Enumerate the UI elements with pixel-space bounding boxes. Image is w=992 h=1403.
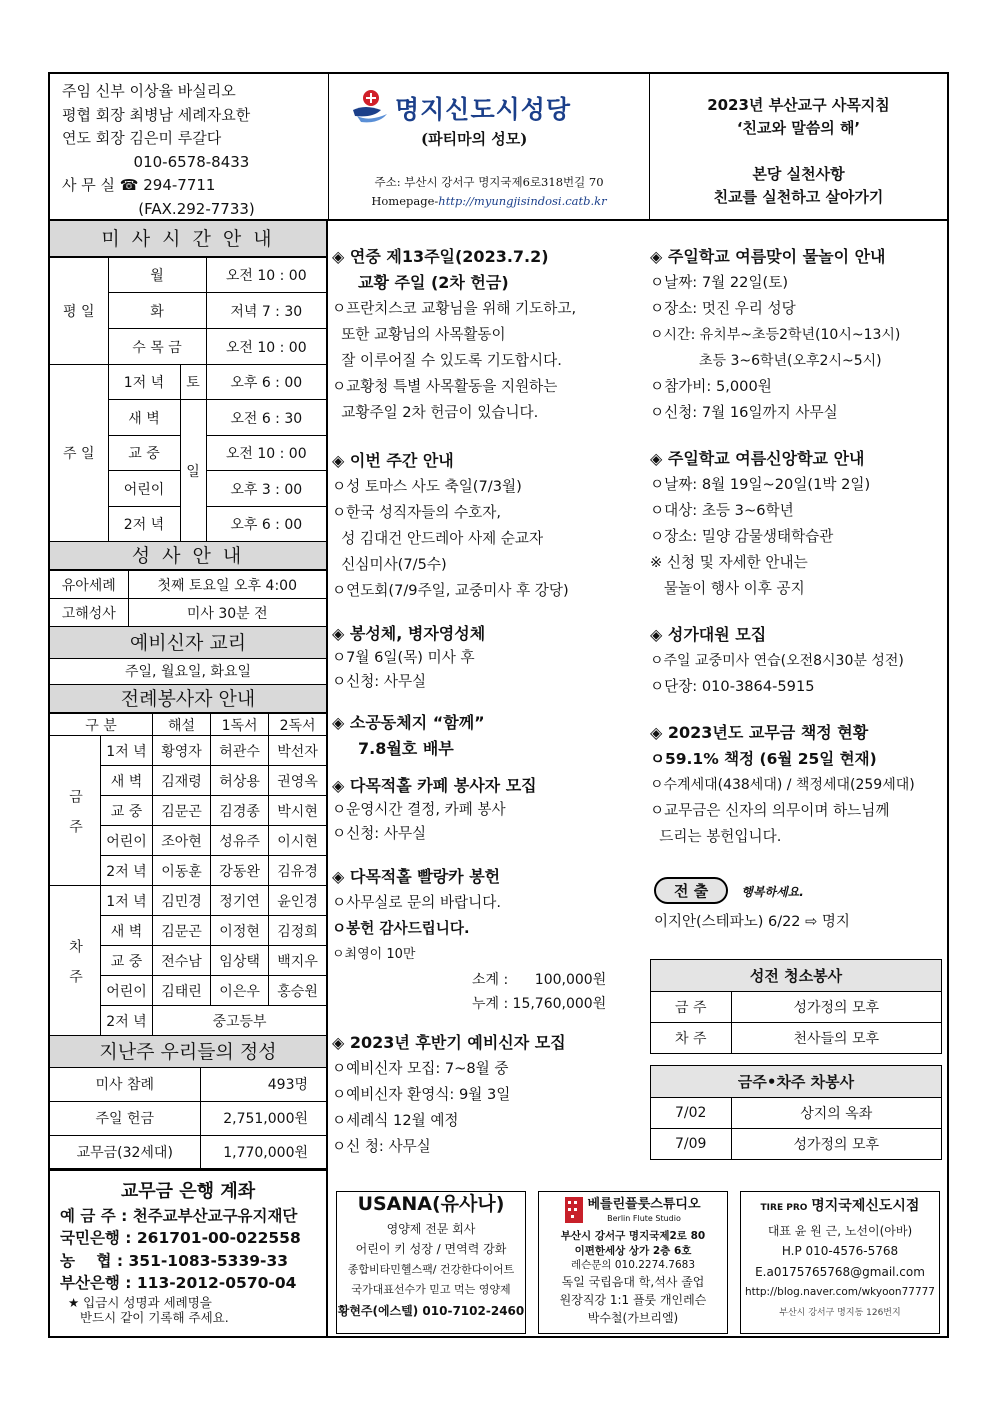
- offering-label: 미사 참례: [50, 1068, 200, 1101]
- ad-line: 국가대표선수가 믿고 먹는 영양제: [351, 1283, 511, 1296]
- saturday-char: 토: [180, 365, 206, 400]
- mass-day: 1저 녁: [108, 365, 180, 400]
- ad-link[interactable]: http://blog.naver.com/wkyoon77777: [744, 1286, 935, 1298]
- mass-day: 월: [108, 258, 206, 293]
- subtotal-row: [332, 968, 632, 992]
- bulletin-frame: [48, 72, 949, 1338]
- staff-info: [62, 80, 255, 221]
- liturgy-cell: 권영옥: [269, 766, 326, 796]
- bank-title: 교무금 은행 계좌: [120, 1180, 256, 1202]
- cleaning-group: 성가정의 모후: [731, 991, 941, 1022]
- offering-label: 교무금(32세대): [50, 1135, 200, 1168]
- section-water-play: [650, 244, 946, 426]
- col-header: 2독서: [269, 714, 326, 736]
- tea-title: 금주•차주 차봉사: [651, 1066, 941, 1097]
- transfer-badge: 전 출: [654, 877, 728, 904]
- bank-line: 농 협 : 351-1083-5339-33: [60, 1251, 289, 1270]
- sacrament-heading: 성 사 안 내: [50, 542, 326, 570]
- homepage-line: [329, 194, 649, 208]
- cleaning-box: [650, 959, 942, 1054]
- guideline-line: 2023년 부산교구 사목지침: [707, 96, 890, 114]
- sacrament-table: [50, 570, 326, 627]
- section-line: 초등 3~6학년(오후2시~5시): [650, 353, 882, 369]
- staff-line: 평협 회장 최병남 세례자요한: [62, 105, 251, 124]
- blessing-text: 행복하세요.: [741, 885, 804, 899]
- ad-line: H.P 010-4576-5768: [781, 1244, 899, 1258]
- ad-subtitle: Berlin Flute Studio: [607, 1214, 681, 1223]
- section-line: ㅇ장소: 멋진 우리 성당: [650, 300, 796, 317]
- liturgy-cell: 백지우: [269, 946, 326, 976]
- weekday-label: 평 일: [50, 258, 108, 365]
- church-address: 주소: 부산시 강서구 명지국제6로318번길 70: [374, 175, 604, 189]
- cleaning-title: 성전 청소봉사: [651, 960, 941, 991]
- liturgy-cell: 김경종: [211, 796, 269, 826]
- sunday-label: 주 일: [50, 365, 108, 542]
- section-line: ㅇ날짜: 7월 22일(토): [650, 274, 789, 291]
- staff-line: 연도 회장 김은미 루갈다: [62, 129, 222, 147]
- guideline-line: ‘친교와 말씀의 해’: [736, 119, 861, 137]
- cleaning-week: 금 주: [651, 991, 731, 1022]
- section-line: ㅇ단장: 010-3864-5915: [650, 678, 815, 695]
- section-line: ㅇ날짜: 8월 19일~20일(1박 2일): [650, 476, 871, 493]
- section-line: ㅇ프란치스코 교황님을 위해 기도하고,: [332, 300, 577, 317]
- homepage-label: Homepage-: [371, 194, 439, 208]
- mass-day: 교 중: [108, 436, 180, 471]
- catechumen-days: 주일, 월요일, 화요일: [50, 659, 326, 685]
- left-column: [50, 221, 328, 1336]
- tea-group: 성가정의 모후: [731, 1128, 941, 1159]
- section-catechumen-recruit: [332, 1030, 632, 1160]
- section-title: ◈ 성가대원 모집: [650, 625, 767, 644]
- section-line: 잘 이루어질 수 있도록 기도합시다.: [332, 352, 562, 369]
- liturgy-cell: 전수남: [153, 946, 211, 976]
- liturgy-cell: 어린이: [101, 826, 153, 856]
- ad-line: 어린이 키 성장 / 면역력 강화: [355, 1242, 507, 1256]
- liturgy-cell: 어린이: [101, 976, 153, 1006]
- this-week-label: 금 주: [50, 736, 101, 886]
- ad-line: 종합비타민헬스팩/ 건강한다이어트: [347, 1262, 515, 1276]
- section-line: ㅇ교황청 특별 사목활동을 지원하는: [332, 378, 558, 395]
- ad-line: 원장직강 1:1 플룻 개인레슨: [559, 1293, 707, 1307]
- section-weekly: [332, 448, 632, 604]
- guideline-line: 친교를 실천하고 살아가기: [713, 188, 884, 206]
- ad-line: 부산시 강서구 명지국제2로 80: [560, 1230, 706, 1242]
- liturgy-cell: 황영자: [153, 736, 211, 766]
- subtotal-label: 소계 :: [472, 972, 509, 988]
- liturgy-cell: 교 중: [101, 796, 153, 826]
- sacrament-time: 첫째 토요일 오후 4:00: [128, 571, 326, 599]
- section-line: ㅇ시간: 유치부~초등2학년(10시~13시): [650, 327, 901, 343]
- mass-time: 오후 6 : 00: [206, 507, 326, 542]
- mass-day: 화: [108, 293, 206, 329]
- bank-line: 예 금 주 : 천주교부산교구유지재단: [60, 1206, 298, 1225]
- section-line: ㅇ예비신자 모집: 7~8월 중: [332, 1060, 509, 1077]
- section-line: ㅇ7월 6일(목) 미사 후: [332, 649, 475, 666]
- transfer-text: 이지안(스테파노) 6/22 ⇨ 명지: [654, 914, 850, 930]
- liturgy-cell: 중고등부: [153, 1006, 327, 1036]
- col-header: 구 분: [50, 714, 153, 736]
- offering-heading: 지난주 우리들의 정성: [50, 1036, 326, 1068]
- tea-date: 7/02: [651, 1097, 731, 1128]
- mass-day: 어린이: [108, 471, 180, 507]
- section-choir: [650, 622, 946, 700]
- section-title: ◈ 2023년 후반기 예비신자 모집: [332, 1033, 566, 1052]
- sacrament-name: 유아세례: [50, 571, 128, 599]
- section-line: 성 김대건 안드레아 사제 순교자: [332, 530, 544, 547]
- section-title: ◈ 2023년도 교무금 책정 현황: [650, 723, 869, 742]
- liturgy-cell: 교 중: [101, 946, 153, 976]
- col-header: 1독서: [211, 714, 269, 736]
- section-line: ㅇ신 청: 사무실: [332, 1138, 431, 1155]
- section-line: ㅇ주일 교중미사 연습(오전8시30분 성전): [650, 653, 904, 669]
- section-line: ㅇ사무실로 문의 바랍니다.: [332, 894, 501, 911]
- liturgy-cell: 김민경: [153, 886, 211, 916]
- offering-label: 주일 헌금: [50, 1101, 200, 1135]
- section-line: ㅇ최영이 10만: [332, 947, 416, 962]
- header: [50, 74, 947, 221]
- section-title: ◈ 소공동체지 “함께”: [332, 713, 485, 732]
- church-name: 명지신도시성당: [395, 95, 572, 124]
- staff-line: 사 무 실 ☎ 294-7711: [62, 176, 216, 194]
- col-header: 해설: [153, 714, 211, 736]
- section-line: 신심미사(7/5수): [332, 556, 447, 573]
- ad-title: 명지국제신도시점: [811, 1198, 920, 1214]
- liturgy-cell: 2저 녁: [101, 1006, 153, 1036]
- mass-time: 저녁 7 : 30: [206, 293, 326, 329]
- section-line: ㅇ신청: 사무실: [332, 673, 427, 690]
- liturgy-cell: 새 벽: [101, 916, 153, 946]
- mass-time: 오전 6 : 30: [206, 400, 326, 436]
- cleaning-group: 천사들의 모후: [731, 1022, 941, 1053]
- ad-line: 레슨문의 010.2274.7683: [570, 1259, 696, 1271]
- ad-title: USANA(유사나): [357, 1193, 505, 1215]
- ad-line: 이편한세상 상가 2층 6호: [574, 1245, 692, 1257]
- section-line: ㅇ성 토마스 사도 축일(7/3월): [332, 478, 522, 495]
- liturgy-cell: 김재령: [153, 766, 211, 796]
- liturgy-cell: 이시현: [269, 826, 326, 856]
- staff-line: 010-6578-8433: [62, 152, 250, 171]
- liturgy-cell: 조아현: [153, 826, 211, 856]
- section-line: 물놀이 행사 이후 공지: [650, 580, 805, 597]
- mass-time: 오전 10 : 00: [206, 329, 326, 365]
- section-line: ㅇ예비신자 환영식: 9월 3일: [332, 1086, 511, 1103]
- section-line: ㅇ장소: 밀양 감물생태학습관: [650, 528, 834, 545]
- mass-day: 수 목 금: [108, 329, 206, 365]
- liturgy-cell: 허관수: [211, 736, 269, 766]
- tea-table: [651, 1066, 941, 1159]
- mass-time: 오전 10 : 00: [206, 258, 326, 293]
- mass-times-heading: 미 사 시 간 안 내: [50, 221, 326, 257]
- liturgy-cell: 허상용: [211, 766, 269, 796]
- ad-line: E.a0175765768@gmail.com: [755, 1264, 925, 1279]
- staff-line: (FAX.292-7733): [62, 199, 255, 218]
- section-line: ㅇ연도회(7/9주일, 교중미사 후 강당): [332, 582, 569, 599]
- ad-usana: [336, 1191, 526, 1334]
- church-subtitle: (파티마의 성모): [421, 130, 528, 148]
- liturgy-cell: 1저 녁: [101, 886, 153, 916]
- sacrament-time: 미사 30분 전: [128, 599, 326, 627]
- cleaning-table: [651, 960, 941, 1053]
- liturgy-cell: 김태린: [153, 976, 211, 1006]
- section-title: 교황 주일 (2차 헌금): [358, 273, 509, 292]
- section-line: ※ 신청 및 자세한 안내는: [650, 554, 808, 571]
- next-week-label: 차 주: [50, 886, 101, 1036]
- bank-line: 부산은행 : 113-2012-0570-04: [60, 1274, 297, 1292]
- section-title: ◈ 다목적홀 빨랑카 봉헌: [332, 867, 501, 886]
- section-line: ㅇ한국 성직자들의 수호자,: [332, 504, 501, 521]
- section-line: ㅇ참가비: 5,000원: [650, 378, 772, 395]
- liturgy-cell: 윤인경: [269, 886, 326, 916]
- catechumen-heading: 예비신자 교리: [50, 627, 326, 659]
- section-line: 또한 교황님의 사목활동이: [332, 326, 506, 343]
- liturgy-cell: 이은우: [211, 976, 269, 1006]
- tea-box: [650, 1065, 942, 1160]
- section-ordinary-sunday: [332, 244, 632, 426]
- mass-day: 새 벽: [108, 400, 180, 436]
- section-cafe: [332, 774, 632, 846]
- guideline-line: 본당 실천사항: [752, 165, 845, 183]
- tea-date: 7/09: [651, 1128, 731, 1159]
- liturgy-table: [50, 713, 326, 1036]
- bank-note: 반드시 같이 기록해 주세요.: [80, 1309, 229, 1325]
- section-newsletter: [332, 710, 632, 762]
- section-title: ◈ 봉성체, 병자영성체: [332, 624, 486, 643]
- liturgy-cell: 정기연: [211, 886, 269, 916]
- section-line: ㅇ대상: 초등 3~6학년: [650, 502, 794, 519]
- section-communion: [332, 622, 632, 694]
- total-label: 누계 :: [472, 996, 509, 1012]
- section-title: ◈ 주일학교 여름맞이 물놀이 안내: [650, 247, 886, 266]
- section-line: 교황주일 2차 헌금이 있습니다.: [332, 404, 539, 421]
- church-title-block: [328, 74, 650, 219]
- section-line: ㅇ운영시간 결정, 카페 봉사: [332, 801, 506, 818]
- ad-line: 독일 국립음대 학,석사 졸업: [561, 1275, 705, 1289]
- ad-flute-studio: [538, 1191, 728, 1334]
- ad-line: 영양제 전문 회사: [386, 1221, 476, 1236]
- cleaning-week: 차 주: [651, 1022, 731, 1053]
- section-faith-school: [650, 446, 946, 602]
- section-title: ◈ 다목적홀 카페 봉사자 모집: [332, 776, 537, 795]
- mass-time: 오전 10 : 00: [206, 436, 326, 471]
- ad-brand: TIRE PRO: [760, 1203, 808, 1213]
- ad-contact: 황현주(에스텔) 010-7102-2460: [337, 1303, 525, 1318]
- flute-logo-icon: [565, 1197, 583, 1223]
- section-line: 드리는 봉헌입니다.: [650, 828, 782, 845]
- liturgy-cell: 홍승원: [269, 976, 326, 1006]
- liturgy-cell: 강동완: [211, 856, 269, 886]
- offering-table: [50, 1068, 326, 1169]
- liturgy-cell: 박선자: [269, 736, 326, 766]
- bank-accounts: [50, 1169, 326, 1325]
- sunday-char: 일: [180, 400, 206, 542]
- total-row: [332, 992, 632, 1016]
- section-palanca: [332, 864, 632, 1016]
- ad-flute-header: [539, 1196, 727, 1223]
- section-tithe-status: [650, 720, 946, 850]
- staff-line: 주임 신부 이상율 바실리오: [62, 82, 236, 100]
- section-title: ◈ 연중 제13주일(2023.7.2): [332, 247, 549, 266]
- homepage-link[interactable]: http://myungjisindosi.catb.kr: [438, 194, 607, 208]
- bank-note: ★ 입금시 성명과 세례명을: [68, 1294, 212, 1310]
- bank-line: 국민은행 : 261701-00-022558: [60, 1229, 301, 1247]
- section-line: ㅇ59.1% 책정 (6월 25일 현재): [650, 750, 877, 768]
- section-line: ㅇ봉헌 감사드립니다.: [332, 920, 470, 937]
- section-title: ◈ 이번 주간 안내: [332, 451, 454, 470]
- tea-group: 상지의 옥좌: [731, 1097, 941, 1128]
- section-line: ㅇ신청: 사무실: [332, 825, 427, 842]
- pastoral-guideline: [650, 74, 947, 219]
- ad-line: 박수철(가브리엘): [587, 1311, 679, 1325]
- mass-times-table: [50, 257, 326, 542]
- liturgy-heading: 전례봉사자 안내: [50, 685, 326, 713]
- section-line: ㅇ수계세대(438세대) / 책정세대(259세대): [650, 777, 915, 793]
- ad-line: 대표 윤 원 근, 노선이(아바): [767, 1223, 913, 1238]
- liturgy-cell: 성유주: [211, 826, 269, 856]
- liturgy-cell: 김문곤: [153, 916, 211, 946]
- liturgy-cell: 김유경: [269, 856, 326, 886]
- section-title: 7.8월호 배부: [358, 739, 454, 758]
- section-line: ㅇ세례식 12월 예정: [332, 1112, 459, 1129]
- offering-value: 2,751,000원: [200, 1101, 326, 1135]
- section-line: ㅇ교무금은 신자의 의무이며 하느님께: [650, 802, 890, 819]
- section-title: ◈ 주일학교 여름신앙학교 안내: [650, 449, 865, 468]
- transfer-notice: [654, 877, 944, 931]
- liturgy-cell: 김정희: [269, 916, 326, 946]
- liturgy-cell: 1저 녁: [101, 736, 153, 766]
- ad-line: 부산시 강서구 명지동 126번지: [779, 1307, 901, 1318]
- liturgy-cell: 새 벽: [101, 766, 153, 796]
- offering-value: 493명: [200, 1068, 326, 1101]
- liturgy-cell: 이정현: [211, 916, 269, 946]
- mass-time: 오후 6 : 00: [206, 365, 326, 400]
- liturgy-cell: 박시현: [269, 796, 326, 826]
- ad-title: 베를린플룻스튜디오: [587, 1197, 701, 1212]
- total-value: 15,760,000원: [512, 996, 607, 1012]
- liturgy-cell: 이동훈: [153, 856, 211, 886]
- liturgy-cell: 김문곤: [153, 796, 211, 826]
- sacrament-name: 고해성사: [50, 599, 128, 627]
- church-logo-icon: [351, 88, 391, 124]
- liturgy-cell: 2저 녁: [101, 856, 153, 886]
- mass-time: 오후 3 : 00: [206, 471, 326, 507]
- ad-tire-pro: [740, 1191, 940, 1334]
- mass-day: 2저 녁: [108, 507, 180, 542]
- liturgy-cell: 임상택: [211, 946, 269, 976]
- section-line: ㅇ신청: 7월 16일까지 사무실: [650, 404, 838, 421]
- subtotal-value: 100,000원: [534, 972, 607, 988]
- offering-value: 1,770,000원: [200, 1135, 326, 1168]
